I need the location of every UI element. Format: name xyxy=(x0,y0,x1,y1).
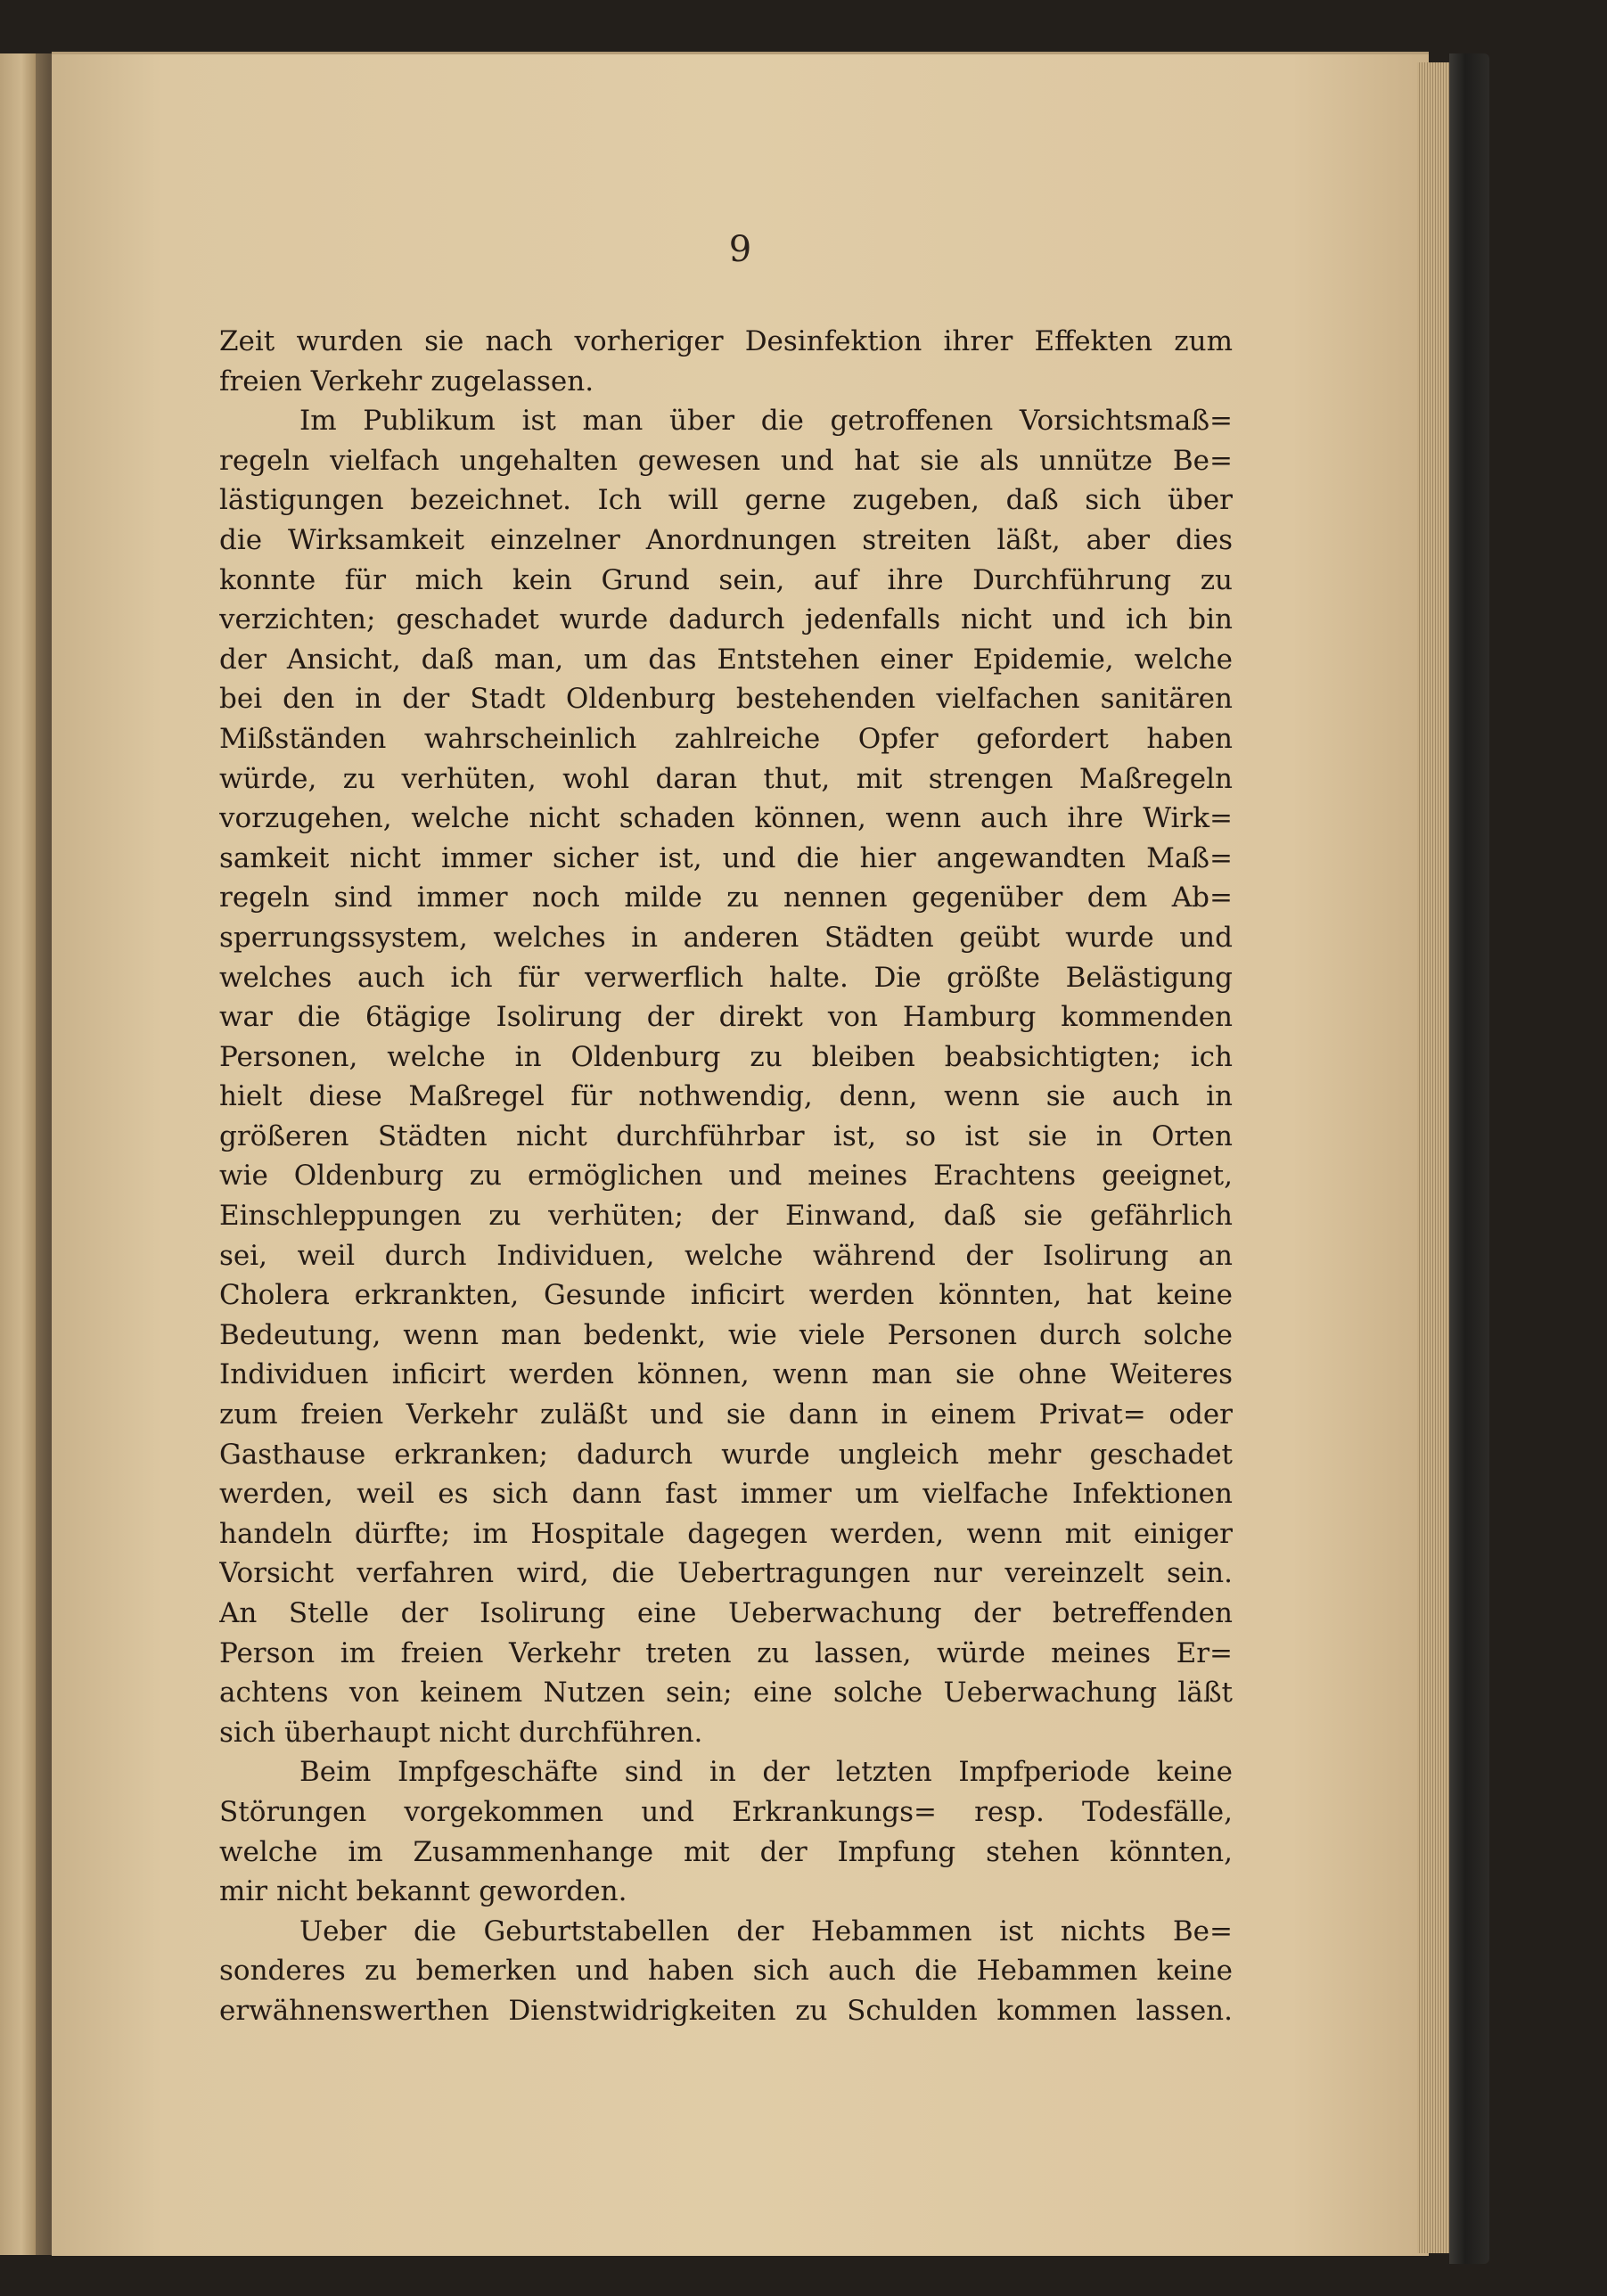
text-line: bei den in der Stadt Oldenburg bestehenden vielfachen sanitären xyxy=(219,683,1233,716)
text-line: Störungen vorgekommen und Erkrankungs= resp. Todesfälle, xyxy=(219,1795,1233,1828)
text-line: handeln dürfte; im Hospitale dagegen werden, wenn mit einiger xyxy=(219,1517,1233,1550)
text-line: sperrungssystem, welches in anderen Städten geübt wurde und xyxy=(219,921,1233,954)
text-line: werden, weil es sich dann fast immer um vielfache Infektionen xyxy=(219,1478,1233,1511)
text-line: regeln vielfach ungehalten gewesen und hat sie als unnütze Be= xyxy=(219,444,1233,477)
text-line: zum freien Verkehr zuläßt und sie dann in einem Privat= oder xyxy=(219,1398,1233,1431)
text-line: Beim Impfgeschäfte sind in der letzten Impfperiode keine xyxy=(299,1756,1233,1789)
text-line: Personen, welche in Oldenburg zu bleiben beabsichtigten; ich xyxy=(219,1040,1233,1073)
text-line: lästigungen bezeichnet. Ich will gerne zugeben, daß sich über xyxy=(219,484,1233,517)
text-line: mir nicht bekannt geworden. xyxy=(219,1875,627,1908)
text-line: größeren Städten nicht durchführbar ist, so ist sie in Orten xyxy=(219,1119,1233,1152)
text-line: die Wirksamkeit einzelner Anordnungen streiten läßt, aber dies xyxy=(219,523,1233,556)
text-line: achtens von keinem Nutzen sein; eine solche Ueberwachung läßt xyxy=(219,1677,1233,1710)
text-line: verzichten; geschadet wurde dadurch jedenfalls nicht und ich bin xyxy=(219,603,1233,636)
text-line: An Stelle der Isolirung eine Ueberwachung der betreffenden xyxy=(219,1597,1233,1629)
page-edges xyxy=(1417,62,1449,2253)
text-line: welches auch ich für verwerflich halte. Die größte Belästigung xyxy=(219,961,1233,994)
text-line: vorzugehen, welche nicht schaden können, wenn auch ihre Wirk= xyxy=(219,802,1233,835)
text-line: sonderes zu bemerken und haben sich auch die Hebammen keine xyxy=(219,1955,1233,1988)
text-line: Mißständen wahrscheinlich zahlreiche Opfer gefordert haben xyxy=(219,722,1233,755)
text-line: der Ansicht, daß man, um das Entstehen einer Epidemie, welche xyxy=(219,643,1233,676)
text-line: Individuen inficirt werden können, wenn man sie ohne Weiteres xyxy=(219,1358,1233,1391)
book-gutter xyxy=(36,53,52,2255)
text-line: erwähnenswerthen Dienstwidrigkeiten zu Schulden kommen lassen. xyxy=(219,1994,1233,2027)
page-sheet xyxy=(52,52,1429,2256)
text-line: Vorsicht verfahren wird, die Uebertragungen nur vereinzelt sein. xyxy=(219,1557,1233,1590)
text-line: wie Oldenburg zu ermöglichen und meines Erachtens geeignet, xyxy=(219,1160,1233,1193)
text-line: sich überhaupt nicht durchführen. xyxy=(219,1716,703,1749)
text-line: Gasthause erkranken; dadurch wurde ungleich mehr geschadet xyxy=(219,1438,1233,1471)
text-line: freien Verkehr zugelassen. xyxy=(219,365,594,398)
text-line: konnte für mich kein Grund sein, auf ihre Durchführung zu xyxy=(219,563,1233,596)
text-line: Einschleppungen zu verhüten; der Einwand, daß sie gefährlich xyxy=(219,1200,1233,1233)
text-line: Zeit wurden sie nach vorheriger Desinfektion ihrer Effekten zum xyxy=(219,325,1233,357)
text-line: sei, weil durch Individuen, welche während der Isolirung an xyxy=(219,1239,1233,1272)
text-line: Im Publikum ist man über die getroffenen Vorsichtsmaß= xyxy=(299,405,1233,438)
book-cover-edge xyxy=(1449,53,1489,2264)
text-line: welche im Zusammenhange mit der Impfung stehen könnten, xyxy=(219,1835,1233,1868)
previous-page-edge xyxy=(0,53,36,2255)
text-line: würde, zu verhüten, wohl daran thut, mit strengen Maßregeln xyxy=(219,762,1233,795)
text-line: Cholera erkrankten, Gesunde inficirt werden könnten, hat keine xyxy=(219,1279,1233,1312)
text-line: Bedeutung, wenn man bedenkt, wie viele Personen durch solche xyxy=(219,1318,1233,1351)
page-number: 9 xyxy=(728,229,752,270)
text-line: regeln sind immer noch milde zu nennen gegenüber dem Ab= xyxy=(219,882,1233,914)
body-text xyxy=(219,322,1233,2031)
text-line: samkeit nicht immer sicher ist, und die hier angewandten Maß= xyxy=(219,841,1233,874)
text-line: war die 6tägige Isolirung der direkt von Hamburg kommenden xyxy=(219,1001,1233,1034)
text-line: Ueber die Geburtstabellen der Hebammen ist nichts Be= xyxy=(299,1915,1233,1948)
text-line: hielt diese Maßregel für nothwendig, denn, wenn sie auch in xyxy=(219,1080,1233,1113)
text-line: Person im freien Verkehr treten zu lassen, würde meines Er= xyxy=(219,1636,1233,1669)
